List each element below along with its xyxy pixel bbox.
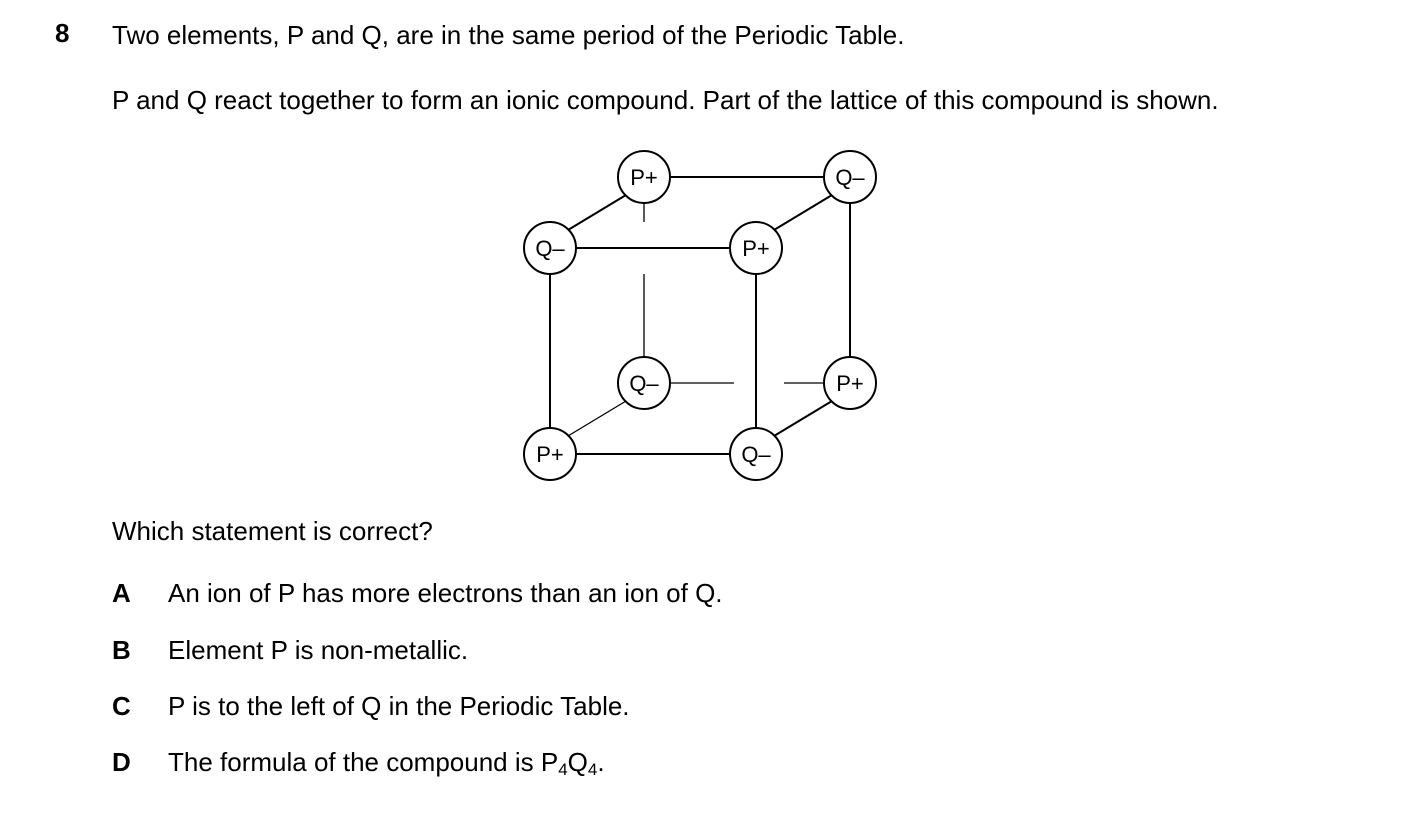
ion-label-front-bottom-right: Q– (741, 442, 771, 467)
ion-label-back-top-left: P+ (630, 165, 658, 190)
option-a-letter: A (112, 578, 131, 608)
ion-label-back-bottom-left: Q– (629, 371, 659, 396)
option-d-subscript-1: 4 (558, 760, 568, 779)
question-intro-line-1: Two elements, P and Q, are in the same period of the Periodic Table. (112, 20, 905, 50)
edge-depth-bottom-left (568, 401, 626, 436)
option-d-text-after: . (597, 747, 605, 777)
option-d-subscript-2: 4 (587, 760, 598, 779)
ion-label-back-top-right: Q– (835, 165, 865, 190)
option-d-letter: D (112, 747, 131, 777)
option-b-letter: B (112, 635, 131, 665)
option-c-text: P is to the left of Q in the Periodic Table. (168, 691, 630, 721)
option-d-text-middle: Q (567, 747, 588, 777)
option-d-text (168, 747, 605, 778)
question-intro-line-2: P and Q react together to form an ionic compound. Part of the lattice of this compound is shown. (112, 85, 1219, 115)
edge-depth-top-right (774, 195, 832, 230)
option-c-letter: C (112, 691, 131, 721)
ion-label-front-top-right: P+ (742, 236, 770, 261)
edge-depth-top-left (568, 195, 626, 230)
edge-depth-bottom-right (774, 401, 832, 436)
option-d-text-before: The formula of the compound is P (168, 747, 559, 777)
ion-label-back-bottom-right: P+ (836, 371, 864, 396)
question-number: 8 (55, 18, 70, 48)
option-b-text: Element P is non-metallic. (168, 635, 469, 665)
option-a-text: An ion of P has more electrons than an ion of Q. (168, 578, 723, 608)
question-prompt: Which statement is correct? (112, 516, 433, 546)
ion-label-front-top-left: Q– (535, 236, 565, 261)
ion-label-front-bottom-left: P+ (536, 442, 564, 467)
